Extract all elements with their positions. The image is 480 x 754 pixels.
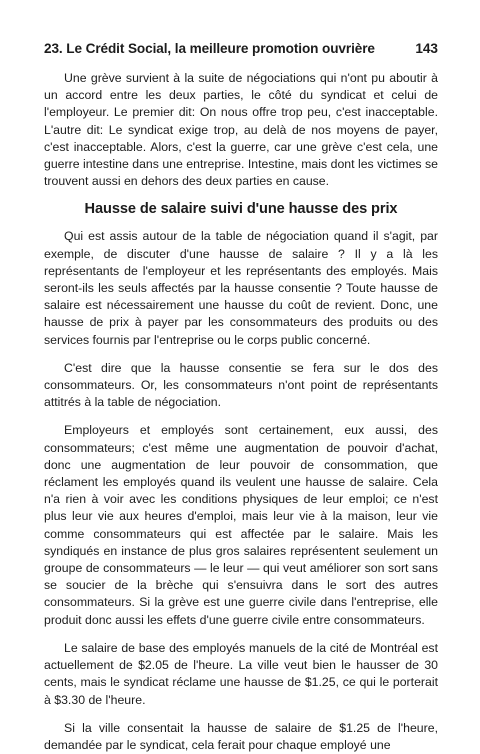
section-heading: Hausse de salaire suivi d'une hausse des prix <box>84 201 398 218</box>
paragraph-city-raise: Si la ville consentait la hausse de salaire de $1.25 de l'heure, demandée par le syndicat, cela ferait pour chaque employé une <box>44 720 438 752</box>
paragraph-strike-intro: Une grève survient à la suite de négociations qui n'ont pu aboutir à un accord entre les deux parties, le côté du syndicat et celui de l'employeur. Le premier dit: On nous offre trop peu, c'est inacceptable. L'autre dit: Le syndicat exige trop, au delà de nos moyens de payer, c'est inacceptable. Alors, c'est la guerre, car une grève c'est cela, une guerre intestine dans une entreprise. Intestine, mais dont les victimes se trouvent aussi en dehors des deux parties en cause. <box>44 71 438 189</box>
chapter-title: 23. Le Crédit Social, la meilleure promotion ouvrière <box>44 41 375 56</box>
page-number: 143 <box>415 41 438 56</box>
paragraph-montreal-wages: Le salaire de base des employés manuels de la cité de Montréal est actuellement de $2.05 de l'heure. La ville veut bien le hausser de 30 cents, mais le syndicat réclame une hausse de $1.25, ce qui le porterait à $3.30 de l'heure. <box>44 640 438 707</box>
running-header <box>44 40 438 58</box>
book-page <box>44 40 438 754</box>
paragraph-negotiation-table: Qui est assis autour de la table de négociation quand il s'agit, par exemple, de discuter d'une hausse de salaire ? Il y a là les représentants de l'employeur et les représentants des employés. Mais seront-ils les seuls affectés par la hausse consentie ? Toute hausse de salaire est nécessairement une hausse du coût de revient. Donc, une hausse de prix à payer par les consommateurs des produits ou des services fournis par l'entreprise ou le corps public concerné. <box>44 229 438 347</box>
paragraph-consumers-bear-cost: C'est dire que la hausse consentie se fera sur le dos des consommateurs. Or, les consommateurs n'ont point de représentants attitrés à la table de négociation. <box>44 360 438 410</box>
paragraph-employers-employees-consumers: Employeurs et employés sont certainement, eux aussi, des consommateurs; c'est même une augmentation de pouvoir d'achat, donc une augmentation de leur pouvoir de consommation, que réclament les employés quand ils veulent une hausse de salaire. Cela n'a rien à voir avec les conditions physiques de leur emploi; ce n'est plus leur vie aux heures d'emploi, mais leur vie à la maison, leur vie comme consommateurs qui est affectée par le salaire. Mais les syndiqués en instance de plus gros salaires représentent seulement un groupe de consommateurs — le leur — qui veut améliorer son sort sans se soucier de la brèche qui s'ensuivra dans le sort des autres consommateurs. Si la grève est une guerre civile dans l'entreprise, elle produit donc aussi les effets d'une guerre civile entre consommateurs. <box>44 423 438 627</box>
